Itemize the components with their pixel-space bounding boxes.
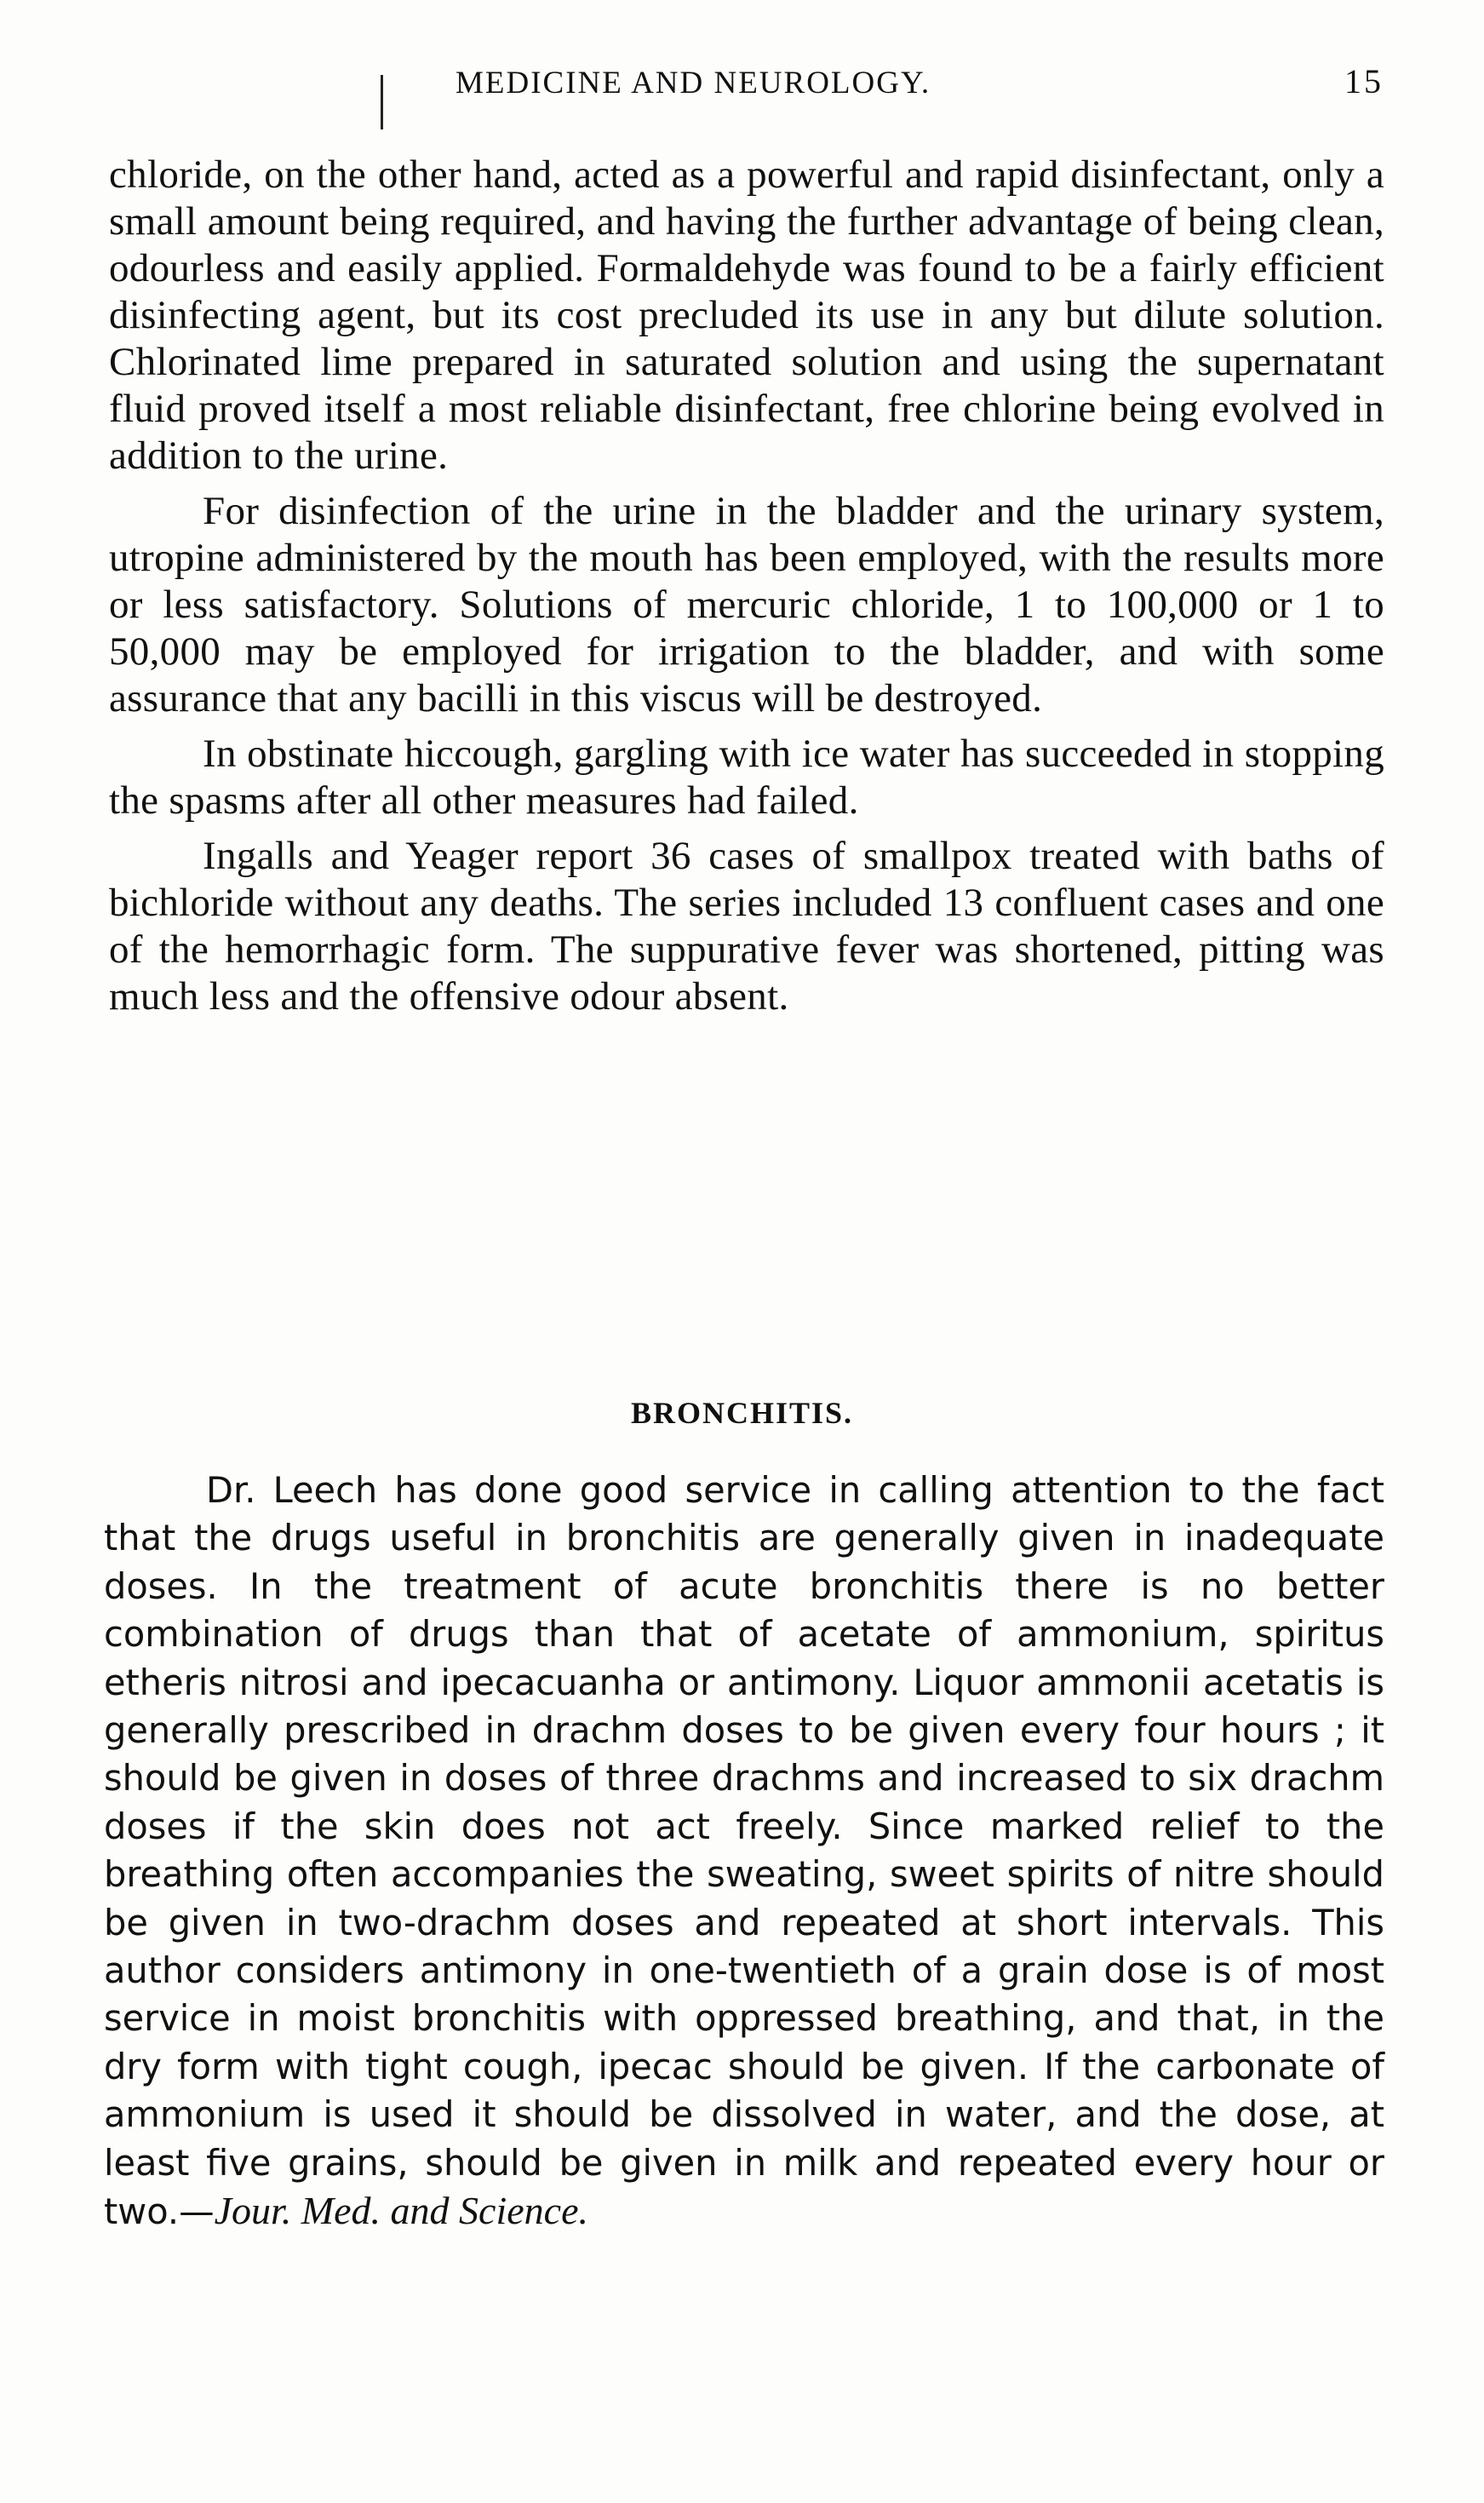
running-title: MEDICINE AND NEUROLOGY. [456,66,931,100]
page-header [106,60,1384,111]
page-number: 15 [1344,62,1384,100]
paragraph-text: Dr. Leech has done good service in calling attention to the fact that the drugs useful in bronchitis are generally given in inadequate doses. In the treatment of acute bronchitis there is no better combination of drugs than that of acetate of ammonium, spiritus etheris nitrosi and ipecacuanha or antimony. Liquor ammonii acetatis is generally prescribed in drachm doses to be given every four hours ; it should be given in doses of three drachms and increased to six drachm doses if the skin does not act freely. Since marked relief to the breathing often accompanies the sweating, sweet spirits of nitre should be given in two-drachm doses and repeated at short intervals. This author considers antimony in one-twentieth of a grain dose is of most service in moist bronchitis with oppressed breathing, and that, in the dry form with tight cough, ipecac should be given. If the carbonate of ammonium is used it should be dissolved in water, and the dose, at least five grains, should be given in milk and repeated every hour or two.— [104,1469,1384,2233]
paragraph: chloride, on the other hand, acted as a powerful and rapid disinfectant, only a small amount being required, and having the further advantage of being clean, odourless and easily applied. Formaldehyde was found to be a fairly efficient disinfecting agent, but its cost precluded its use in any but dilute solution. Chlorinated lime prepared in saturated solution and using the supernatant fluid proved itself a most reliable disinfectant, free chlorine being evolved in addition to the urine. [109,152,1384,478]
header-rule [381,75,383,129]
paragraph: For disinfection of the urine in the bladder and the urinary system, utropine administered by the mouth has been employed, with the results more or less satisfactory. Solutions of mercuric chloride, 1 to 100,000 or 1 to 50,000 may be employed for irrigation to the bladder, and with some assurance that any bacilli in this viscus will be destroyed. [109,489,1384,720]
paragraph: In obstinate hiccough, gargling with ice water has succeeded in stopping the spasms after all other measures had failed. [109,732,1384,823]
continued-text [109,152,1384,1029]
bronchitis-section [104,1467,1384,2236]
paragraph [104,1467,1384,2236]
citation: Jour. Med. and Science. [214,2189,588,2233]
section-heading: BRONCHITIS. [630,1396,854,1430]
paragraph: Ingalls and Yeager report 36 cases of smallpox treated with baths of bichloride without any deaths. The series included 13 confluent cases and one of the hemorrhagic form. The suppurative fever was shortened, pitting was much less and the offensive odour absent. [109,834,1384,1019]
